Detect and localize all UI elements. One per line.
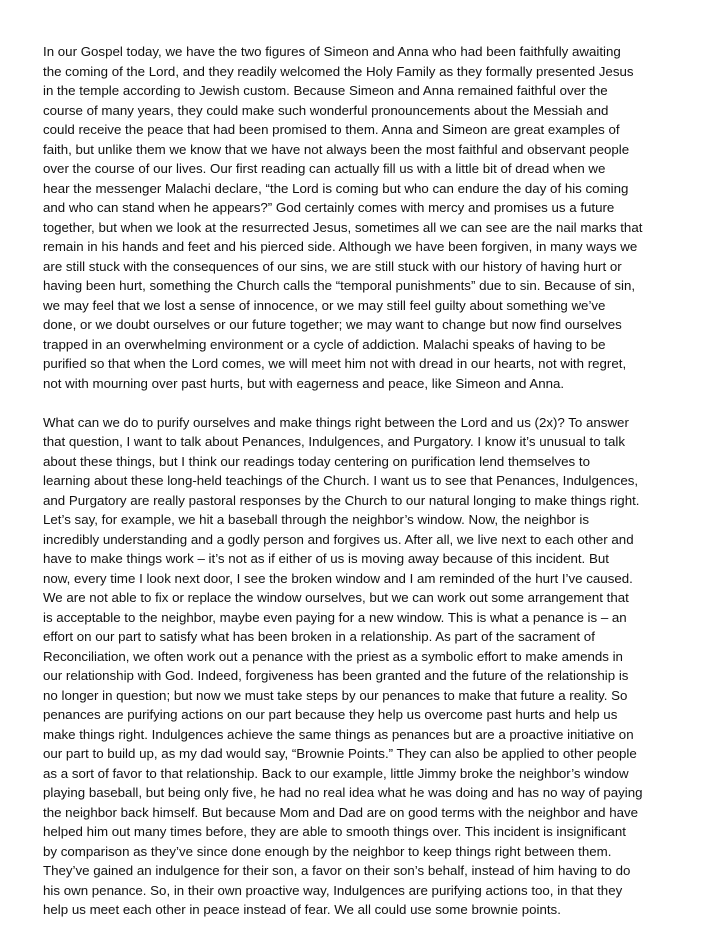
text-line: course of many years, they could make such wonderful pronouncements about the Messiah and (43, 102, 609, 118)
text-line: penances are purifying actions on our part because they help us overcome past hurts and help us (43, 707, 618, 722)
paragraph (43, 413, 679, 920)
text-line: about these things, but I think our readings today centering on purification lend themselves to (43, 453, 590, 469)
text-line: could receive the peace that had been promised to them. Anna and Simeon are great examples of (43, 122, 620, 137)
text-line: by comparison as they’ve since done enough by the neighbor to keep things right between them. (43, 843, 612, 859)
text-line: Let’s say, for example, we hit a baseball through the neighbor’s window. Now, the neighbor is (43, 512, 589, 527)
text-line: effort on our part to satisfy what has been broken in a relationship. As part of the sacrament of (43, 629, 595, 644)
text-line: Reconciliation, we often work out a penance with the priest as a symbolic effort to make amends in (43, 648, 623, 664)
text-line: over the course of our lives. Our first reading can actually fill us with a little bit of dread when we (43, 161, 606, 176)
text-line: faith, but unlike them we know that we have not always been the most faithful and observant people (43, 141, 630, 157)
text-line: now, every time I look next door, I see the broken window and I am reminded of the hurt I’ve caused. (43, 570, 633, 586)
text-line: help us meet each other in peace instead of fear. We all could use some brownie points. (43, 902, 561, 917)
text-line: no longer in question; but now we must take steps by our penances to make that future a reality. So (43, 687, 628, 703)
text-line: helped him out many times before, they are able to smooth things over. This incident is insignificant (43, 824, 626, 839)
text-line: remain in his hands and feet and his pierced side. Although we have been forgiven, in many ways we (43, 239, 638, 254)
text-line: What can we do to purify ourselves and make things right between the Lord and us (2x)? To answer (43, 414, 629, 430)
text-line: together, but when we look at the resurrected Jesus, sometimes all we can see are the nail marks that (43, 219, 643, 235)
text-line: the coming of the Lord, and they readily welcomed the Holy Family as they formally presented Jesus (43, 63, 634, 79)
text-line: that question, I want to talk about Penances, Indulgences, and Purgatory. I know it’s unusual to talk (43, 434, 625, 449)
text-line: having been hurt, something the Church calls the “temporal punishments” due to sin. Because of sin, (43, 278, 636, 293)
text-line: his own penance. So, in their own proactive way, Indulgences are purifying actions too, in that they (43, 882, 623, 898)
text-line: hear the messenger Malachi declare, “the Lord is coming but who can endure the day of his coming (43, 180, 629, 196)
text-line: and who can stand when he appears?” God certainly comes with mercy and promises us a future (43, 200, 615, 215)
text-line: make things right. Indulgences achieve the same things as penances but are a proactive initiative on (43, 726, 634, 742)
text-line: in the temple according to Jewish custom. Because Simeon and Anna remained faithful over the (43, 83, 608, 98)
text-line: We are not able to fix or replace the window ourselves, but we can work out some arrangement that (43, 590, 629, 605)
paragraph (43, 42, 679, 393)
text-line: we may feel that we lost a sense of innocence, or we may still feel guilty about something we’ve (43, 297, 606, 313)
text-line: In our Gospel today, we have the two figures of Simeon and Anna who had been faithfully awaiting (43, 44, 621, 59)
text-line: as a sort of favor to that relationship. Back to our example, little Jimmy broke the neighbor’s window (43, 765, 629, 781)
text-line: trapped in an overwhelming environment or a cycle of addiction. Malachi speaks of having to be (43, 336, 606, 352)
text-line: playing baseball, but being only five, he had no real idea what he was doing and has no way of paying (43, 785, 643, 800)
text-line: are still stuck with the consequences of our sins, we are still stuck with our history of having hurt or (43, 258, 622, 274)
text-line: our part to build up, as my dad would say, “Brownie Points.” They can also be applied to other people (43, 746, 637, 761)
text-line: the neighbor back himself. But because Mom and Dad are on good terms with the neighbor and have (43, 804, 639, 820)
text-line: have to make things work – it’s not as if either of us is moving away because of this incident. But (43, 551, 609, 566)
text-line: purified so that when the Lord comes, we will meet him not with dread in our hearts, not with regret, (43, 356, 627, 371)
document-body (43, 42, 679, 939)
text-line: is acceptable to the neighbor, maybe even paying for a new window. This is what a penance is – an (43, 609, 627, 625)
text-line: incredibly understanding and a godly person and forgives us. After all, we live next to each other and (43, 531, 634, 547)
text-line: and Purgatory are really pastoral responses by the Church to our natural longing to make things right. (43, 492, 640, 508)
text-line: done, or we doubt ourselves or our future together; we may want to change but now find ourselves (43, 317, 622, 332)
text-line: They’ve gained an indulgence for their son, a favor on their son’s behalf, instead of him having to do (43, 863, 631, 878)
text-line: our relationship with God. Indeed, forgiveness has been granted and the future of the relationship is (43, 668, 629, 683)
text-line: not with mourning over past hurts, but with eagerness and peace, like Simeon and Anna. (43, 375, 565, 391)
text-line: learning about these long-held teachings of the Church. I want us to see that Penances, Indulgences, (43, 473, 639, 488)
